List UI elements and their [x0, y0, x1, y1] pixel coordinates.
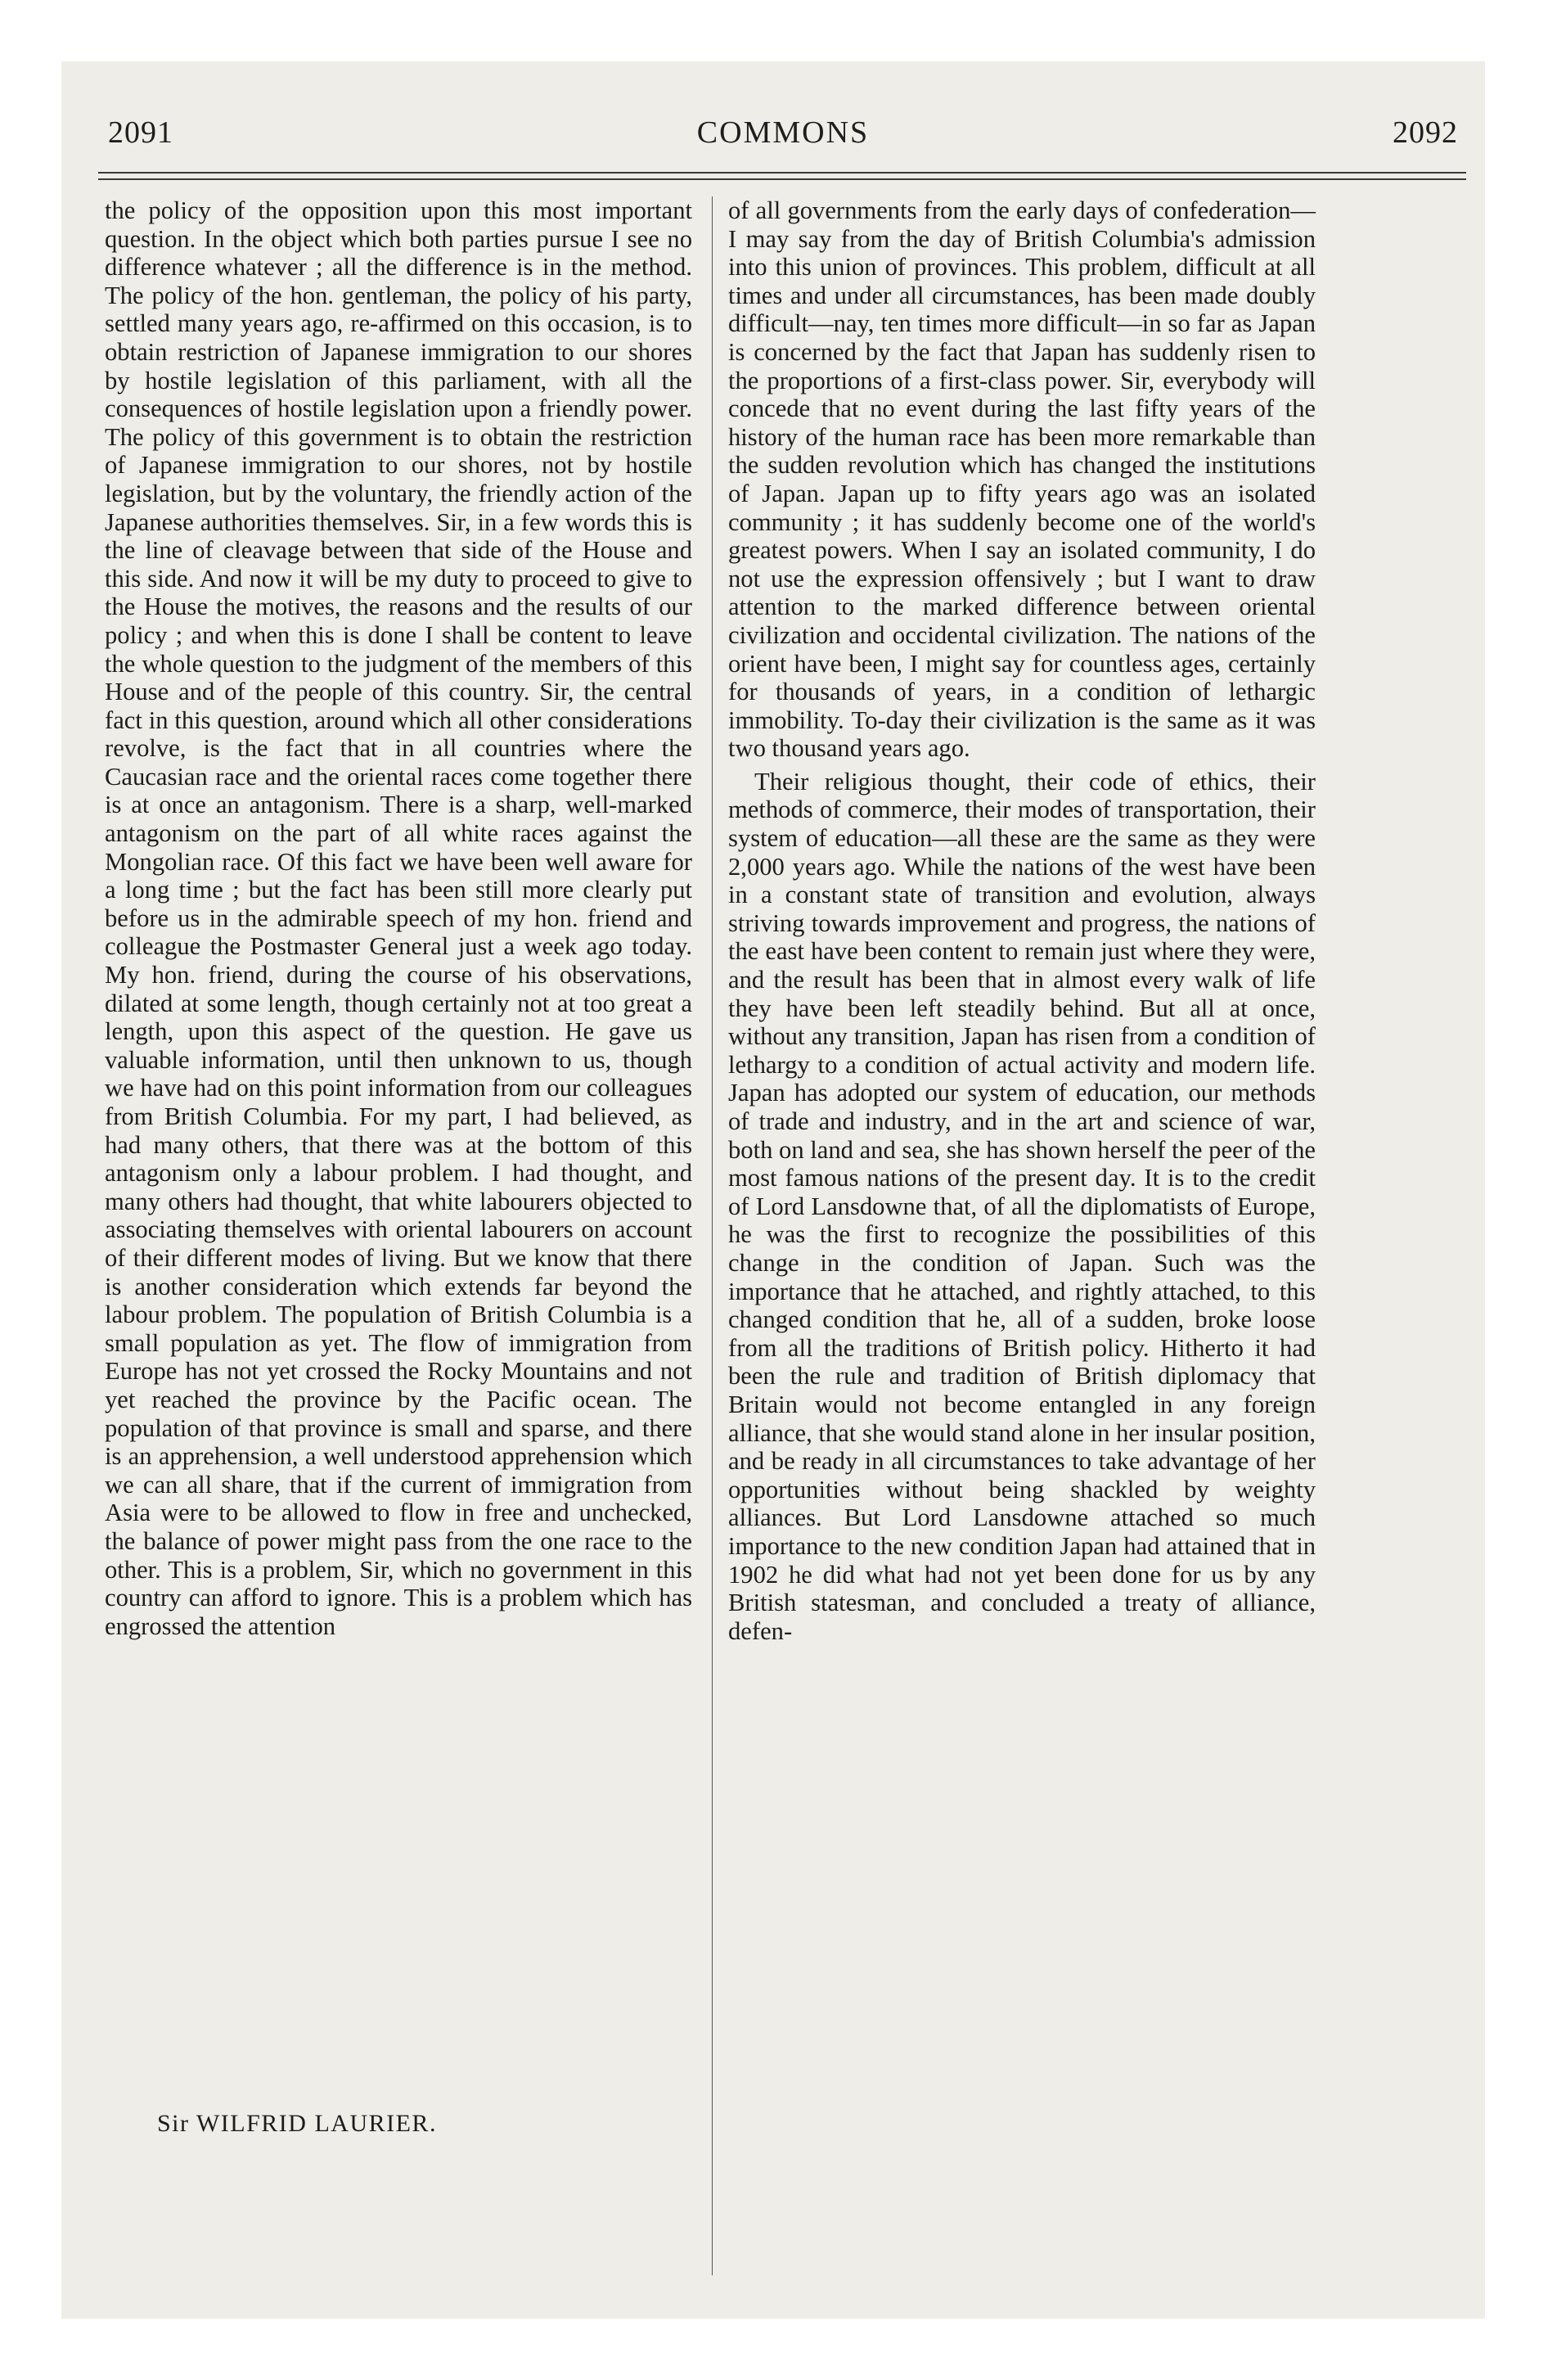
running-title: COMMONS: [696, 115, 870, 150]
right-paragraph-2: Their religious thought, their code of ethics, their methods of commerce, their modes of transportation, their system of education—all these are the same as they were 2,000 years ago. While the nations of the west have been in a constant state of transition and evolution, always striving towards improvement and progress, the nations of the east have been content to remain just where they were, and the result has been that in almost every walk of life they have been left steadily behind. But all at once, without any transition, Japan has risen from a condition of lethargy to a condition of actual activity and modern life. Japan has adopted our system of education, our methods of trade and industry, and in the art and science of war, both on land and sea, she has shown herself the peer of the most famous nations of the present day. It is to the credit of Lord Lansdowne that, of all the diplomatists of Europe, he was the first to recognize the possibilities of this change in the condition of Japan. Such was the importance that he attached, and rightly attached, to this changed condition that he, all of a sudden, broke loose from all the traditions of British policy. Hitherto it had been the rule and tradition of British diplomacy that Britain would not become entangled in any foreign alliance, that she would stand alone in her insular position, and be ready in all circumstances to take advantage of her opportunities without being shackled by weighty alliances. But Lord Lansdowne attached so much importance to the new condition Japan had attained that in 1902 he did what had not yet been done for us by any British statesman, and concluded a treaty of alliance, defen-: [728, 767, 1316, 1645]
left-paragraph-1: the policy of the opposition upon this most important question. In the object which both parties pursue I see no difference whatever ; all the difference is in the method. The policy of the hon. gentleman, the policy of his party, settled many years ago, re-affirmed on this occasion, is to obtain restriction of Japanese immigration to our shores by hostile legislation of this parliament, with all the consequences of hostile legislation upon a friendly power. The policy of this government is to obtain the restriction of Japanese immigration to our shores, not by hostile legislation, but by the voluntary, the friendly action of the Japanese authorities themselves. Sir, in a few words this is the line of cleavage between that side of the House and this side. And now it will be my duty to proceed to give to the House the motives, the reasons and the results of our policy ; and when this is done I shall be content to leave the whole question to the judgment of the members of this House and of the people of this country. Sir, the central fact in this question, around which all other considerations revolve, is the fact that in all countries where the Caucasian race and the oriental races come together there is at once an antagonism. There is a sharp, well-marked antagonism on the part of all white races against the Mongolian race. Of this fact we have been well aware for a long time ; but the fact has been still more clearly put before us in the admirable speech of my hon. friend and colleague the Postmaster General just a week ago today. My hon. friend, during the course of his observations, dilated at some length, though certainly not at too great a length, upon this aspect of the question. He gave us valuable information, until then unknown to us, though we have had on this point information from our colleagues from British Columbia. For my part, I had believed, as had many others, that there was at the bottom of this antagonism only a labour problem. I had thought, and many others had thought, that white labourers objected to associating themselves with oriental labourers on account of their different modes of living. But we know that there is another consideration which extends far beyond the labour problem. The population of British Columbia is a small population as yet. The flow of immigration from Europe has not yet crossed the Rocky Mountains and not yet reached the province by the Pacific ocean. The population of that province is small and sparse, and there is an apprehension, a well understood apprehension which we can all share, that if the current of immigration from Asia were to be allowed to flow in free and unchecked, the balance of power might pass from the one race to the other. This is a problem, Sir, which no government in this country can afford to ignore. This is a problem which has engrossed the attention: [105, 196, 692, 1640]
page-header: [108, 115, 1458, 164]
page-number-right: 2092: [1393, 115, 1458, 150]
left-column: [105, 196, 692, 1640]
speaker-footer: Sir WILFRID LAURIER.: [157, 2110, 437, 2137]
right-column: [728, 196, 1316, 1645]
column-divider: [712, 196, 713, 2275]
right-paragraph-1: of all governments from the early days of confederation—I may say from the day of British Columbia's admission into this union of provinces. This problem, difficult at all times and under all circumstances, has been made doubly difficult—nay, ten times more difficult—in so far as Japan is concerned by the fact that Japan has suddenly risen to the proportions of a first-class power. Sir, everybody will concede that no event during the last fifty years of the history of the human race has been more remarkable than the sudden revolution which has changed the institutions of Japan. Japan up to fifty years ago was an isolated community ; it has suddenly become one of the world's greatest powers. When I say an isolated community, I do not use the expression offensively ; but I want to draw attention to the marked difference between oriental civilization and occidental civilization. The nations of the orient have been, I might say for countless ages, certainly for thousands of years, in a condition of lethargic immobility. To-day their civilization is the same as it was two thousand years ago.: [728, 196, 1316, 763]
page-number-left: 2091: [108, 115, 173, 150]
header-double-rule: [98, 172, 1466, 180]
